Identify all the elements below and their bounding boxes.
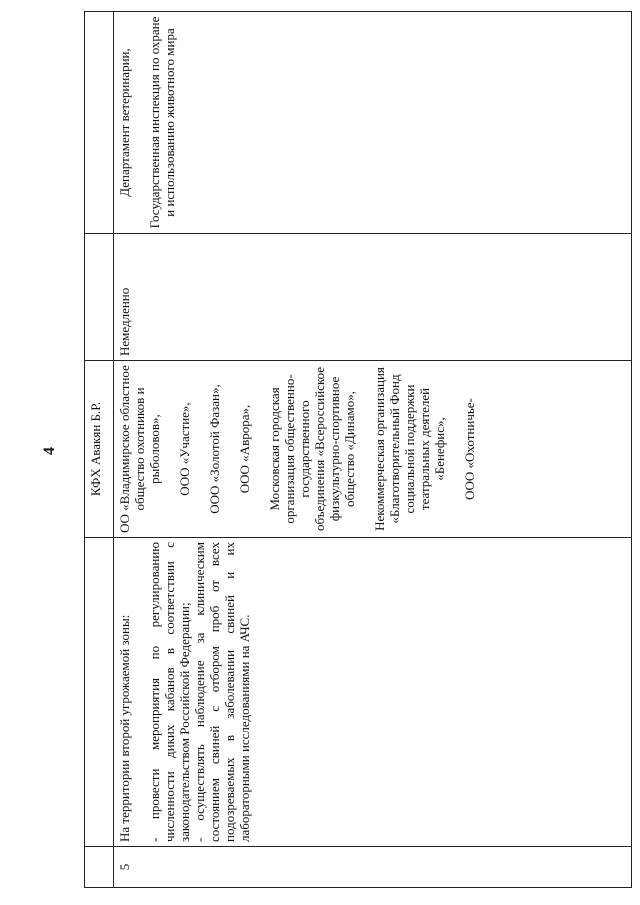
spacer xyxy=(162,365,177,533)
rotated-table-wrapper xyxy=(84,16,632,888)
spacer xyxy=(192,365,207,533)
responsible-item: Государственная инспекция по охране и использованию животного мира xyxy=(147,16,177,229)
org-item: ООО «Участие», xyxy=(177,402,192,496)
responsible-cell xyxy=(114,12,632,234)
spacer xyxy=(132,542,147,842)
measures-table xyxy=(84,11,632,888)
spacer xyxy=(222,365,237,533)
spacer xyxy=(252,365,267,533)
table-row xyxy=(85,12,114,888)
org-item: Некоммерческая организация «Благотворительный Фонд социальной поддержки театральных деятелей «Бенефис», xyxy=(372,367,447,531)
spacer xyxy=(447,365,462,533)
cell-empty xyxy=(85,847,114,888)
org-item: ОО «Владимирское областное общество охотников и рыболовов», xyxy=(117,365,162,533)
actions-intro: На территории второй угрожаемой зоны: xyxy=(117,614,132,842)
action-item: - провести мероприятия по регулированию численности диких кабанов в соответствии с законодательством Российской Федерации; xyxy=(147,542,192,842)
cell-empty xyxy=(85,538,114,847)
cell-empty xyxy=(85,12,114,234)
organizations-cell xyxy=(114,361,632,538)
org-item: ООО «Охотничье- xyxy=(462,398,477,500)
page-number: 4 xyxy=(41,447,58,455)
org-item: ООО «Золотой Фазан», xyxy=(207,384,222,514)
row-number: 5 xyxy=(114,847,632,888)
spacer xyxy=(132,16,147,229)
spacer xyxy=(357,365,372,533)
org-item: ООО «Аврора», xyxy=(237,404,252,494)
table-row xyxy=(114,12,632,888)
term-cell: Немедленно xyxy=(114,234,632,361)
cell-empty xyxy=(85,234,114,361)
header-org-cell: КФХ Авакян Б.Р. xyxy=(85,361,114,538)
actions-cell xyxy=(114,538,632,847)
action-item: - осуществлять наблюдение за клиническим состоянием свиней с отбором проб от всех подозреваемых в заболевании свиней и их лабораторными исследованиями на АЧС. xyxy=(192,542,252,842)
responsible-item: Департамент ветеринарии, xyxy=(117,48,132,197)
org-item: Московская городская организация общественно-государственного объединения «Всероссийское физкультурно-спортивное общество «Динамо», xyxy=(267,366,357,532)
